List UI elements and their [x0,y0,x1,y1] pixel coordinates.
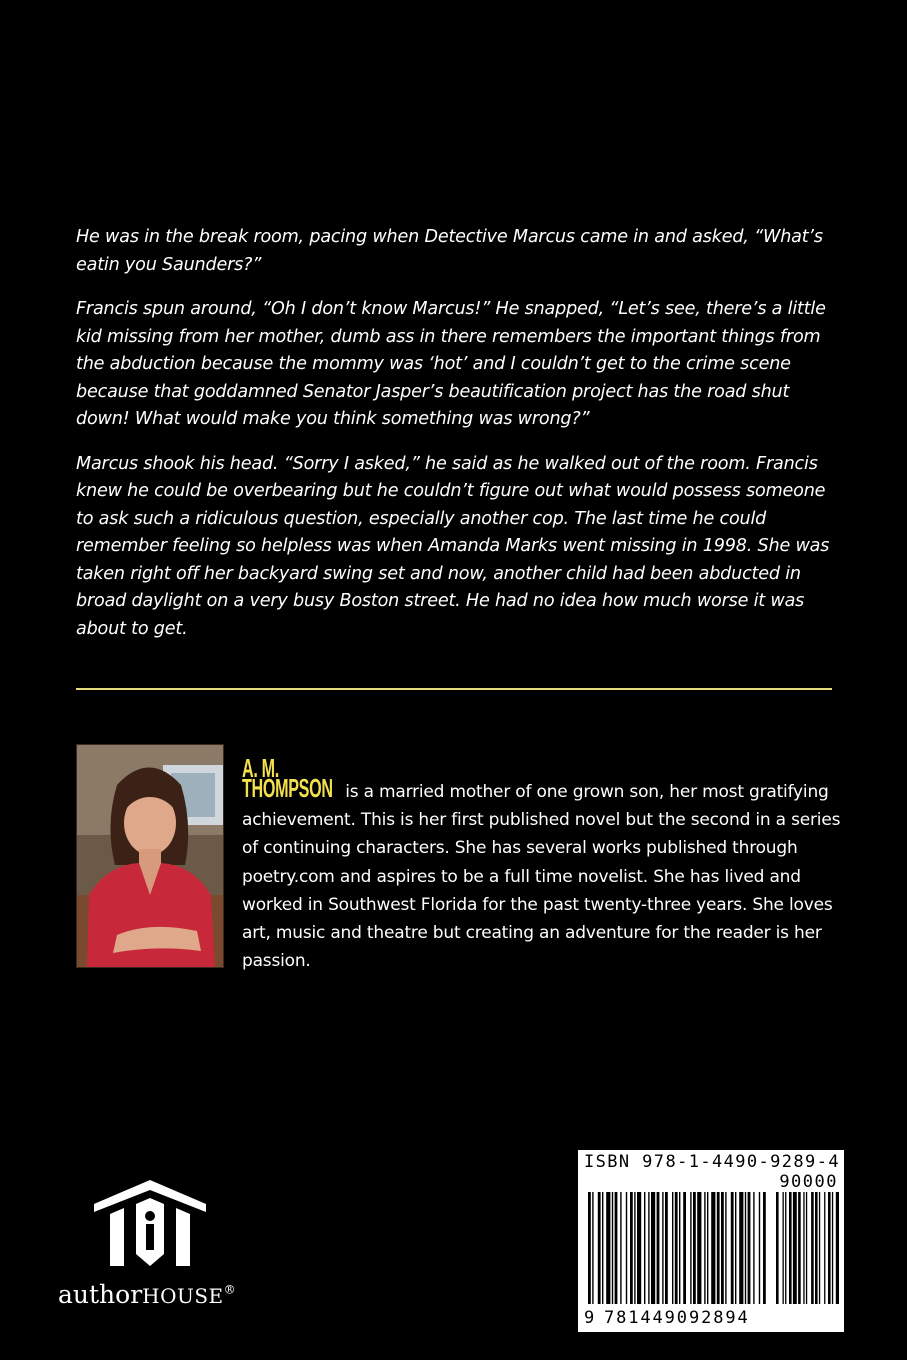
author-name: A. M. THOMPSON [242,753,333,803]
barcode-bars [584,1192,839,1312]
author-bio [242,753,842,975]
author-photo [76,744,224,968]
publisher-name-part2: HOUSE [142,1284,224,1308]
blurb-paragraph-1: He was in the break room, pacing when Detective Marcus came in and asked, “What’s eatin you Saunders?” [76,227,823,275]
blurb-paragraph-3: Marcus shook his head. “Sorry I asked,” he said as he walked out of the room. Francis knew he could be overbearing but he couldn’t figure out what would possess someone to ask such a ridiculous question, especially another cop. The last time he could remember feeling so helpless was when Amanda Marks went missing in 1998. She was taken right off her backyard swing set and now, another child had been abducted in broad daylight on a very busy Boston street. He had no idea how much worse it was about to get. [76,453,830,639]
author-bio-text: is a married mother of one grown son, her most gratifying achievement. This is her first published novel but the second in a series of continuing characters. She has several works published through poetry.com and aspires to be a full time novelist. She has lived and worked in Southwest Florida for the past twenty-three years. She loves art, music and theatre but creating an adventure for the reader is her passion. [242,782,841,972]
registered-mark: ® [223,1282,236,1297]
isbn-label: ISBN 978-1-4490-9289-4 [584,1152,840,1172]
back-cover-blurb [76,224,836,660]
publisher-name [58,1280,236,1309]
blurb-paragraph-2: Francis spun around, “Oh I don’t know Marcus!” He snapped, “Let’s see, there’s a little kid missing from her mother, dumb ass in there remembers the important things from the abduction because the mommy was ‘hot’ and I couldn’t get to the crime scene because that goddamned Senator Jasper’s beautification project has the road shut down! What would make you think something was wrong?” [76,299,826,429]
section-divider [76,688,832,690]
barcode-digits: 781449092894 [604,1308,750,1328]
barcode-first-digit: 9 [584,1308,596,1328]
publisher-name-part1: author [58,1280,143,1309]
isbn-barcode [578,1150,844,1332]
price-code: 90000 [779,1172,838,1192]
authorhouse-logo-icon [90,1178,210,1272]
